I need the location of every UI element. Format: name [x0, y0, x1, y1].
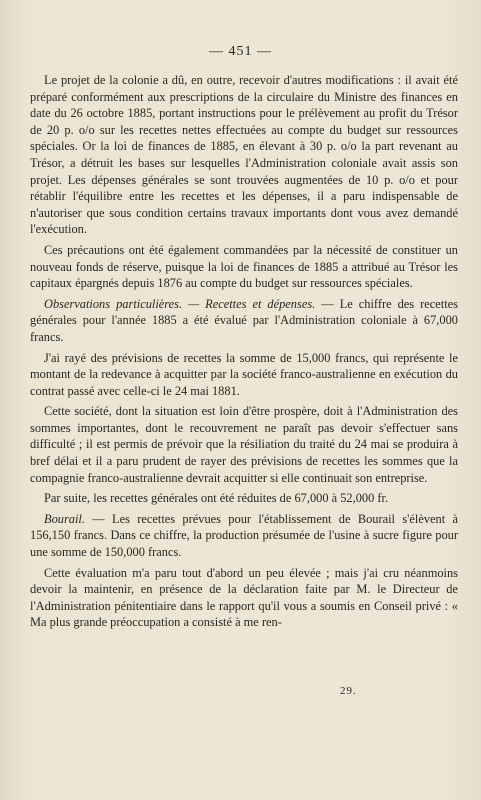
paragraph: Cette société, dont la situation est loin d'être prospère, doit à l'Administration des sommes importantes, dont le recouvrement ne paraît pas devoir s'effectuer sans difficulté ; il est permis de prévoir que la résiliation du traité du 24 mai se produira à bref délai et il a paru prudent de rayer des prévisions de recettes les sommes que la compagnie franco-australienne devrait acquitter si elle continuait son entreprise. [30, 404, 458, 485]
paragraph: Cette évaluation m'a paru tout d'abord un peu élevée ; mais j'ai cru néanmoins devoir la maintenir, en présence de la déclaration faite par M. le Directeur de l'Administration pénitentiaire dans le rapport qu'il vous a soumis en Conseil privé : « Ma plus grande préoccupation a consisté à me ren- [30, 565, 458, 630]
section-heading: Observations particulières. — Recettes et dépenses. [44, 296, 316, 311]
paragraph: J'ai rayé des prévisions de recettes la somme de 15,000 francs, qui représente le montant de la redevance à acquitter par la société franco-australienne en exécution du contrat passé avec celle-ci le 24 mai 1881. [30, 350, 458, 398]
paragraph: Par suite, les recettes générales ont été réduites de 67,000 à 52,000 fr. [44, 491, 389, 506]
paragraph: Le projet de la colonie a dû, en outre, recevoir d'autres modifications : il avait été préparé conformément aux prescriptions de la circulaire du Ministre des finances en date du 26 octobre 1885, portant instructions pour le prélèvement au profit du Trésor de 20 p. o/o sur les recettes nettes effectuées au compte du budget sur ressources spéciales. Or la loi de finances de 1885, en élevant à 30 p. o/o la part revenant au Trésor, a détruit les bases sur lesquelles l'Administration coloniale avait assis son projet. Les dépenses générales se sont trouvées augmentées de 10 p. o/o et pour rétablir l'équilibre entre les recettes et les dépenses, il a paru indispensable de n'autoriser que sous condition certains travaux importants dont vous avez demandé l'exécution. [30, 73, 458, 237]
signature-mark: 29. [340, 685, 357, 697]
body-text [30, 72, 458, 635]
page-number-header: — 451 — [209, 44, 272, 59]
section-heading: Bourail. [44, 511, 85, 526]
paragraph: Ces précautions ont été également commandées par la nécessité de constituer un nouveau fonds de réserve, puisque la loi de finances de 1885 a attribué au Trésor les capitaux épargnés depuis 1876 au compte du budget sur ressources spéciales. [30, 242, 458, 291]
paragraph [30, 296, 458, 346]
paragraph [30, 511, 458, 561]
paragraph-text: — Les recettes prévues pour l'établissement de Bourail s'élèvent à 156,150 francs. Dans ce chiffre, la production présumée de l'usine à sucre figure pour une somme de 150,000 francs. [30, 511, 458, 560]
paragraph-text: — Le chiffre des recettes générales pour l'année 1885 a été évalué par l'Administration coloniale à 67,000 francs. [30, 296, 458, 344]
